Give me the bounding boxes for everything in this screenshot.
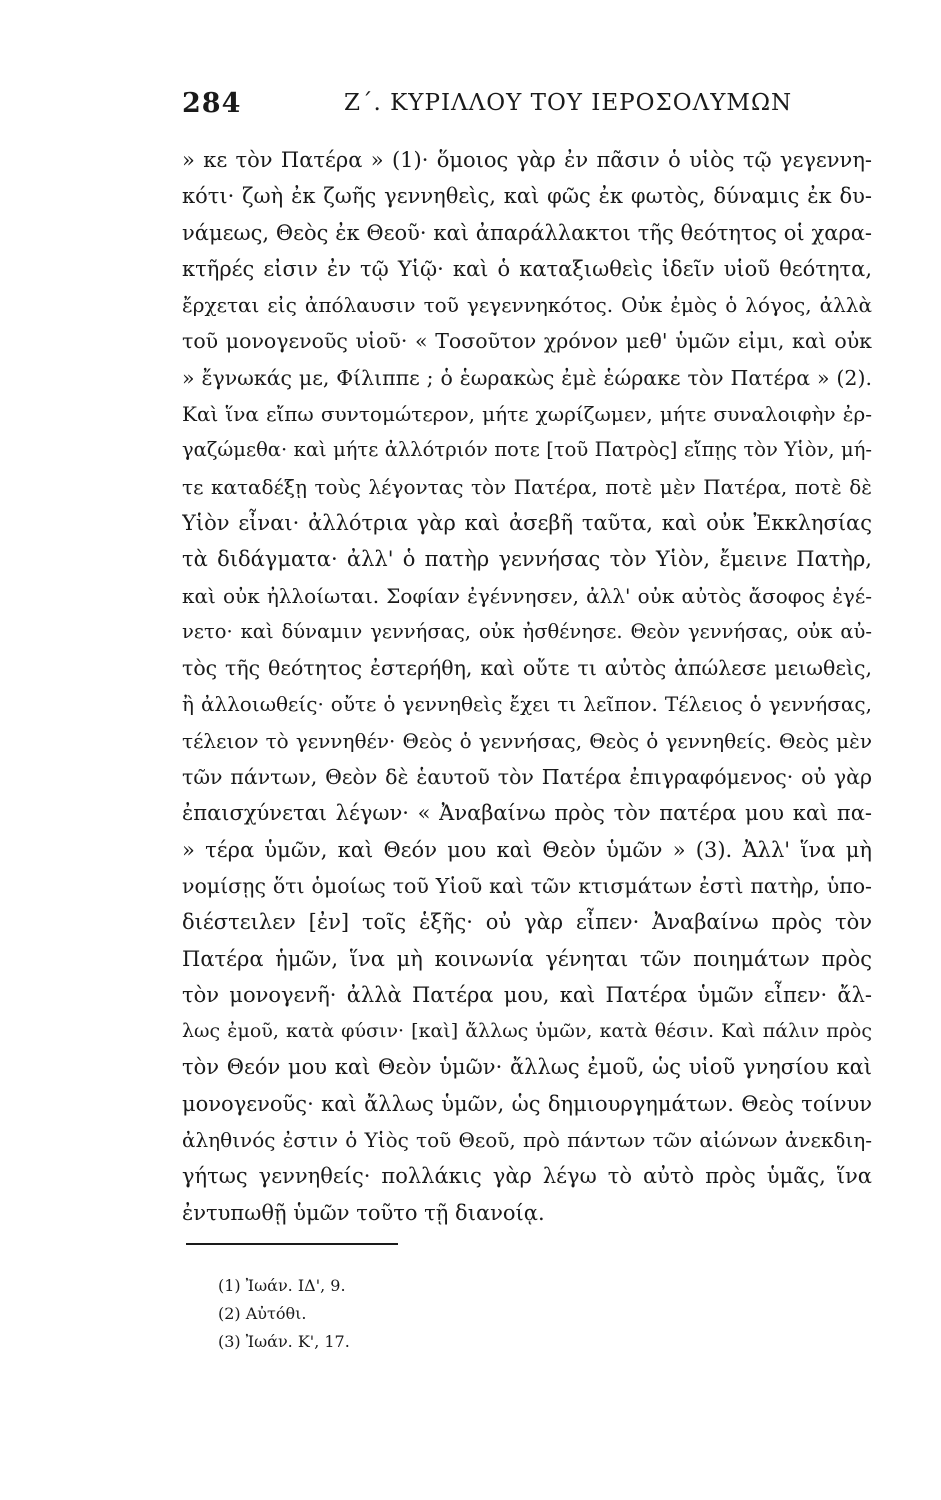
text-line: νάμεως, Θεὸς ἐκ Θεοῦ· καὶ ἀπαράλλακτοι τῆς θεότητος οἱ χαρα- <box>182 220 872 245</box>
text-line: καὶ οὐκ ἠλλοίωται. Σοφίαν ἐγέννησεν, ἀλλ' οὐκ αὐτὸς ἄσοφος ἐγέ- <box>182 583 872 608</box>
text-line: » ἔγνωκάς με, Φίλιππε ; ὁ ἑωρακὼς ἐμὲ ἑώρακε τὸν Πατέρα » (2). <box>182 365 872 390</box>
text-line: Υἱὸν εἶναι· ἀλλότρια γὰρ καὶ ἀσεβῆ ταῦτα, καὶ οὐκ Ἐκκλησίας <box>182 510 872 535</box>
text-line: λως ἐμοῦ, κατὰ φύσιν· [καὶ] ἄλλως ὑμῶν, κατὰ θέσιν. Καὶ πάλιν πρὸς <box>182 1020 872 1043</box>
main-text <box>182 142 872 1231</box>
text-line: » κε τὸν Πατέρα » (1)· ὅμοιος γὰρ ἐν πᾶσιν ὁ υἱὸς τῷ γεγεννη- <box>182 148 872 172</box>
footnote: (2) Αὐτόθι. <box>218 1304 307 1323</box>
running-head <box>182 88 872 124</box>
text-line: Πατέρα ἡμῶν, ἵνα μὴ κοινωνία γένηται τῶν ποιημάτων πρὸς <box>182 946 872 971</box>
text-line: γήτως γεννηθείς· πολλάκις γὰρ λέγω τὸ αὐτὸ πρὸς ὑμᾶς, ἵνα <box>182 1164 872 1189</box>
text-line: τῶν πάντων, Θεὸν δὲ ἑαυτοῦ τὸν Πατέρα ἐπιγραφόμενος· οὐ γὰρ <box>182 765 872 790</box>
footnote-divider <box>186 1243 398 1245</box>
text-line: ἀληθινός ἐστιν ὁ Υἱὸς τοῦ Θεοῦ, πρὸ πάντων τῶν αἰώνων ἀνεκδιη- <box>182 1128 872 1153</box>
text-line: ἐντυπωθῇ ὑμῶν τοῦτο τῇ διανοίᾳ. <box>182 1200 545 1225</box>
text-line: διέστειλεν [ἐν] τοῖς ἑξῆς· οὐ γὰρ εἶπεν· Ἀναβαίνω πρὸς τὸν <box>182 910 872 935</box>
text-line: νετο· καὶ δύναμιν γεννήσας, οὐκ ἠσθένησε. Θεὸν γεννήσας, οὐκ αὐ- <box>182 619 872 643</box>
text-line: τὸς τῆς θεότητος ἐστερήθη, καὶ οὔτε τι αὐτὸς ἀπώλεσε μειωθεὶς, <box>182 656 872 681</box>
text-line: κτῆρές εἰσιν ἐν τῷ Υἱῷ· καὶ ὁ καταξιωθεὶς ἰδεῖν υἱοῦ θεότητα, <box>182 256 872 281</box>
text-line: ἔρχεται εἰς ἀπόλαυσιν τοῦ γεγεννηκότος. Οὐκ ἐμὸς ὁ λόγος, ἀλλὰ <box>182 293 872 318</box>
text-line: » τέρα ὑμῶν, καὶ Θεόν μου καὶ Θεὸν ὑμῶν » (3). Ἀλλ' ἵνα μὴ <box>182 837 872 862</box>
text-line: τε καταδέξῃ τοὺς λέγοντας τὸν Πατέρα, ποτὲ μὲν Πατέρα, ποτὲ δὲ <box>182 474 872 499</box>
running-title: Ζ΄. ΚΥΡΙΛΛΟΥ ΤΟΥ ΙΕΡΟΣΟΛΥΜΩΝ <box>344 90 793 116</box>
text-line: τέλειον τὸ γεννηθέν· Θεὸς ὁ γεννήσας, Θεὸς ὁ γεννηθείς. Θεὸς μὲν <box>182 728 872 753</box>
text-line: κότι· ζωὴ ἐκ ζωῆς γεννηθεὶς, καὶ φῶς ἐκ φωτὸς, δύναμις ἐκ δυ- <box>182 184 872 209</box>
text-line: τοῦ μονογενοῦς υἱοῦ· « Τοσοῦτον χρόνον μεθ' ὑμῶν εἰμι, καὶ οὐκ <box>182 329 872 354</box>
text-line: γαζώμεθα· καὶ μήτε ἀλλότριόν ποτε [τοῦ Πατρὸς] εἴπῃς τὸν Υἱὸν, μή- <box>182 438 872 462</box>
text-line: τὰ διδάγματα· ἀλλ' ὁ πατὴρ γεννήσας τὸν Υἱὸν, ἔμεινε Πατὴρ, <box>182 547 872 572</box>
text-line: Καὶ ἵνα εἴπω συντομώτερον, μήτε χωρίζωμεν, μήτε συναλοιφὴν ἐρ- <box>182 402 872 427</box>
text-line: ἢ ἀλλοιωθείς· οὔτε ὁ γεννηθεὶς ἔχει τι λεῖπον. Τέλειος ὁ γεννήσας, <box>182 692 872 717</box>
text-line: τὸν μονογενῆ· ἀλλὰ Πατέρα μου, καὶ Πατέρα ὑμῶν εἶπεν· ἄλ- <box>182 982 872 1007</box>
text-line: τὸν Θεόν μου καὶ Θεὸν ὑμῶν· ἄλλως ἐμοῦ, ὡς υἱοῦ γνησίου καὶ <box>182 1055 872 1080</box>
footnotes <box>218 1272 350 1356</box>
page-number: 284 <box>182 88 242 119</box>
footnote: (3) Ἰωάν. Κ', 17. <box>218 1332 350 1351</box>
footnote: (1) Ἰωάν. ΙΔ', 9. <box>218 1276 346 1295</box>
text-line: ἐπαισχύνεται λέγων· « Ἀναβαίνω πρὸς τὸν πατέρα μου καὶ πα- <box>182 801 872 826</box>
text-line: μονογενοῦς· καὶ ἄλλως ὑμῶν, ὡς δημιουργημάτων. Θεὸς τοίνυν <box>182 1091 872 1116</box>
text-line: νομίσῃς ὅτι ὁμοίως τοῦ Υἱοῦ καὶ τῶν κτισμάτων ἐστὶ πατὴρ, ὑπο- <box>182 873 872 898</box>
